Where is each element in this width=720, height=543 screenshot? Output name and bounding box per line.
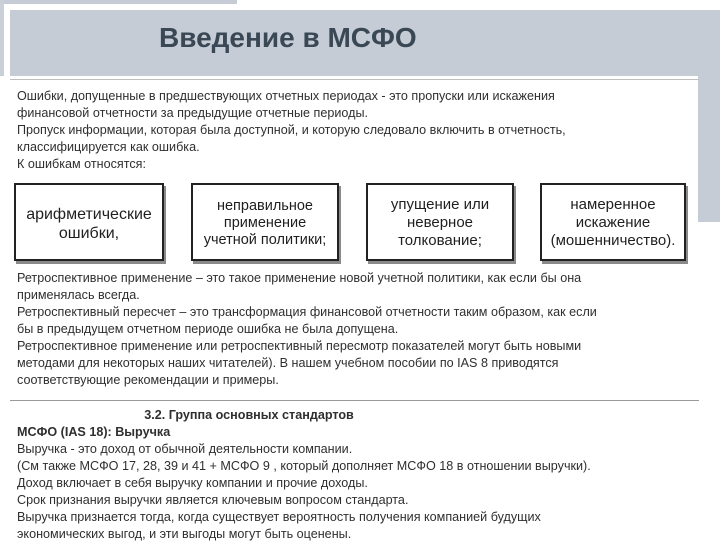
error-type-arithmetic-box [14, 183, 164, 261]
intro-line: классифицируется как ошибка. [17, 140, 200, 154]
error-type-label: неправильное применение учетной политики; [203, 198, 327, 248]
error-type-fraud-box [540, 183, 686, 261]
intro-line: Ошибки, допущенные в предшествующих отчетных периодах - это пропуски или искажения [17, 89, 555, 103]
ias18-line: Выручка признается тогда, когда существует вероятность получения компанией будущих [17, 510, 541, 524]
ias18-line: (См также МСФО 17, 28, 39 и 41 + МСФО 9 , который дополняет МСФО 18 в отношении выручки). [17, 459, 591, 473]
ias18-line: Срок признания выручки является ключевым вопросом стандарта. [17, 493, 409, 507]
right-accent-bar [698, 10, 720, 222]
divider-top [10, 79, 699, 80]
error-type-omission-box [366, 183, 514, 261]
ias18-line: экономических выгод, и эти выгоды могут быть оценены. [17, 527, 352, 541]
intro-line: Пропуск информации, которая была доступной, и которую следовало включить в отчетность, [17, 123, 566, 137]
error-type-label: упущение или неверное толкование; [390, 196, 490, 249]
top-left-accent-bar [0, 0, 237, 4]
retrospective-line: Ретроспективное применение или ретроспективный пересмотр показателей могут быть новыми [17, 339, 582, 353]
error-type-label: арифметические ошибки, [26, 206, 152, 242]
retrospective-line: применялась всегда. [17, 288, 140, 302]
standard-title: МСФО (IAS 18): Выручка [17, 425, 171, 439]
intro-text [17, 88, 566, 173]
retrospective-line: Ретроспективное применение – это такое применение новой учетной политики, как если бы она [17, 271, 582, 285]
retrospective-line: методами для некоторых наших читателей). В нашем учебном пособии по IAS 8 приводятся [17, 356, 559, 370]
divider-bottom [10, 400, 699, 401]
ias18-line: Выручка - это доход от обычной деятельности компании. [17, 442, 353, 456]
intro-line: К ошибкам относятся: [17, 157, 146, 171]
left-accent-bar [0, 0, 4, 76]
retrospective-line: Ретроспективный пересчет – это трансформация финансовой отчетности таким образом, как если [17, 305, 597, 319]
retrospective-text [17, 270, 597, 389]
section-heading: 3.2. Группа основных стандартов [144, 408, 354, 422]
ias18-text [17, 407, 591, 543]
error-type-label: намеренное искажение (мошенничество). [550, 196, 676, 249]
ias18-line: Доход включает в себя выручку компании и прочие доходы. [17, 476, 368, 490]
retrospective-line: бы в предыдущем отчетном периоде ошибка не была допущена. [17, 322, 399, 336]
error-type-policy-box [191, 183, 339, 261]
page-title: Введение в МСФО [159, 22, 417, 53]
retrospective-line: соответствующие рекомендации и примеры. [17, 373, 279, 387]
intro-line: финансовой отчетности за предыдущие отчетные периоды. [17, 106, 368, 120]
